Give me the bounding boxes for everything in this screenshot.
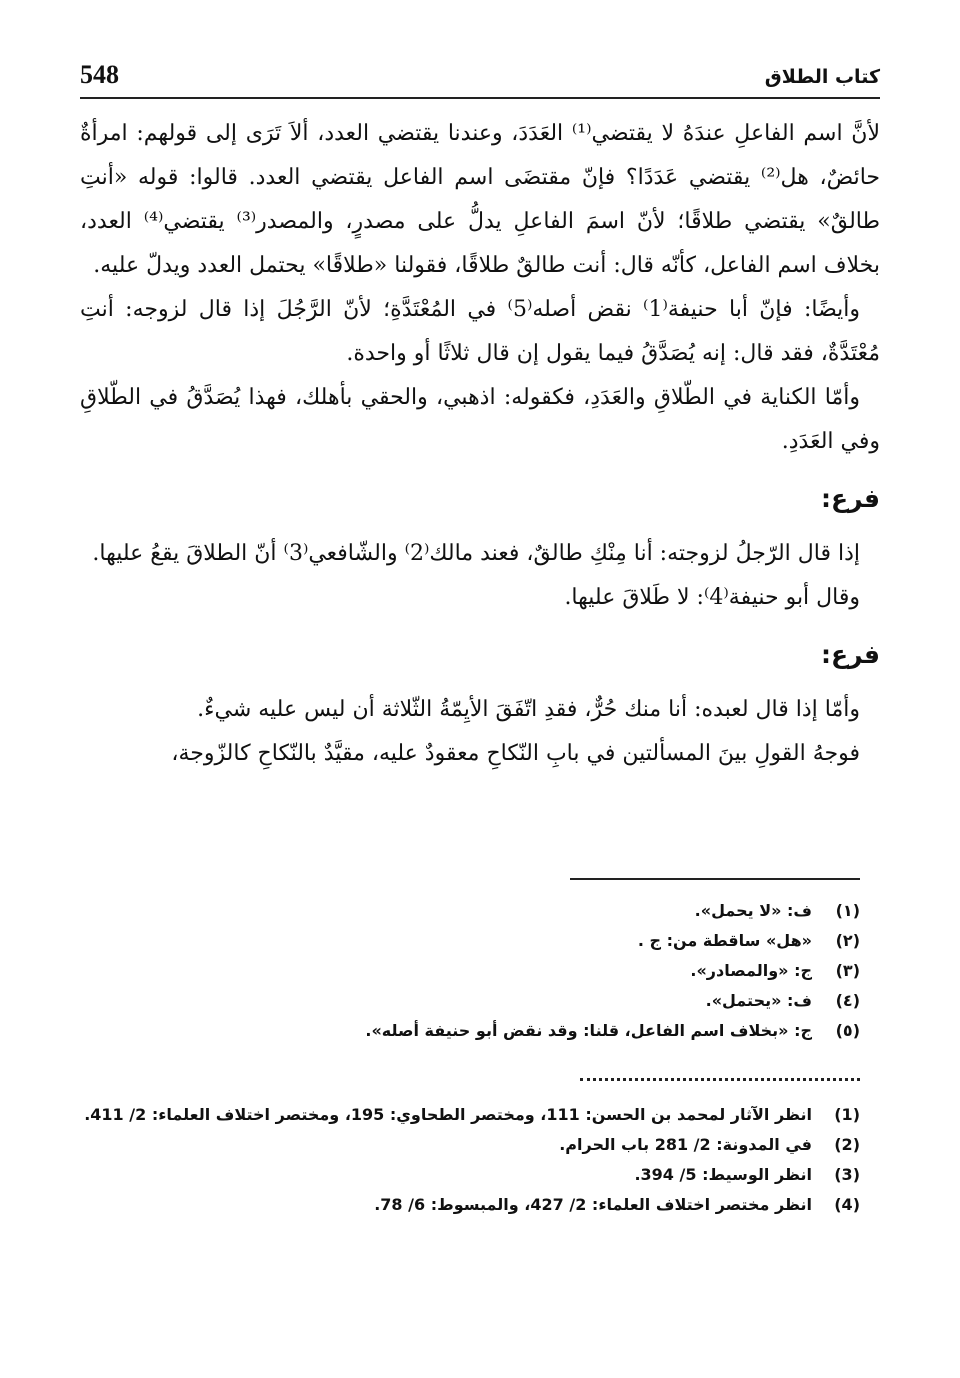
footnote-text: انظر مختصر اختلاف العلماء: 2/ 427، والمبسوط: 6/ 78. [374,1195,812,1214]
section-heading: فرع: [821,484,880,513]
paragraph: إذا قال الرّجلُ لزوجته: أنا مِنْكِ طالقٌ، فعند مالك⁽2⁾ والشّافعي⁽3⁾ أنّ الطلاقَ يقعُ عليها. [92,541,860,566]
footnote-number: (١) [835,901,860,920]
paragraph: وأيضًا: فإنّ أبا حنيفة⁽1⁾ نقض أصله⁽5⁾ في المُعْتَدَّةِ؛ لأنّ الرَّجُلَ إذا قال لزوجه: أنتِ مُعْتَدَّةٌ، فقد قال: إنه يُصَدَّقُ فيما يقول إن قال ثلاثًا أو واحدة. [80,297,880,366]
footnote-number: (2) [834,1135,860,1154]
dotted-separator [580,1078,860,1081]
footnote-number: (٣) [835,961,860,980]
paragraph: لأنَّ اسم الفاعلِ عندَهُ لا يقتضي⁽¹⁾ العَدَدَ، وعندنا يقتضي العدد، ألاَ تَرَى إلى قولهم: امرأةٌ حائضٌ، هل⁽²⁾ يقتضي عَدَدًا؟ فإنّ مقتضَى اسم الفاعل يقتضي العدد. قالوا: قوله «أنتِ طالقٌ» يقتضي طلاقًا؛ لأنّ اسمَ الفاعلِ يدلُّ على مصدرٍ، والمصدر⁽³⁾ يقتضي⁽⁴⁾ العدد، بخلاف اسم الفاعل، كأنّه قال: أنت طالقٌ طلاقًا، فقولنا «طلاقًا» يحتمل العدد ويدلّ عليه. [80,121,881,278]
footnotes-rule [570,878,860,880]
editor-footnotes [80,896,860,1046]
footnote [80,1160,860,1190]
footnote [80,1100,860,1130]
footnote [80,1130,860,1160]
footnote-number: (٥) [835,1021,860,1040]
paragraph: فوجهُ القولِ بينَ المسألتين في بابِ النّكاحِ معقودٌ عليه، مقيَّدٌ بالنّكاحِ كالزّوجة، [171,741,860,766]
book-title: كتاب الطلاق [764,66,880,88]
footnote-number: (3) [834,1165,860,1184]
paragraph: وقال أبو حنيفة⁽4⁾: لا طَلاقَ عليها. [564,585,860,610]
footnote [80,926,860,956]
footnote-number: (1) [834,1105,860,1124]
footnote [80,1016,860,1046]
footnote [80,956,860,986]
footnote-text: ج: «والمصادر». [690,961,812,980]
footnote [80,896,860,926]
footnote-text: انظر الوسيط: 5/ 394. [634,1165,812,1184]
footnote [80,986,860,1016]
footnote-text: ج: «بخلاف اسم الفاعل، قلنا: وقد نقض أبو حنيفة أصله». [365,1021,812,1040]
paragraph: وأمّا الكناية في الطّلاقِ والعَدَدِ، فكقوله: اذهبي، والحقي بأهلك، فهذا يُصَدَّقُ في الطّلاقِ وفي العَدَدِ. [80,385,880,454]
paragraph: وأمّا إذا قال لعبده: أنا منك حُرٌّ، فقدِ اتّفَقَ الأيِمّةُ الثّلاثة أن ليس عليه شيءٌ. [197,697,860,722]
footnote-number: (٤) [835,991,860,1010]
footnote-text: انظر الآثار لمحمد بن الحسن: 111، ومختصر الطحاوي: 195، ومختصر اختلاف العلماء: 2/ 411. [84,1105,812,1124]
page-header [80,52,880,98]
footnote-number: (٢) [835,931,860,950]
reference-footnotes [80,1100,860,1220]
footnote-text: ف: «يحتمل». [705,991,812,1010]
header-rule [80,97,880,99]
footnote-text: ف: «لا يحمل». [694,901,812,920]
main-text [80,112,880,776]
section-heading: فرع: [821,640,880,669]
footnote-text: في المدونة: 2/ 281 باب الحرام. [559,1135,812,1154]
footnote-text: «هل» ساقطة من: ج . [637,931,812,950]
footnote-number: (4) [834,1195,860,1214]
page-number: 548 [80,60,119,89]
footnote [80,1190,860,1220]
